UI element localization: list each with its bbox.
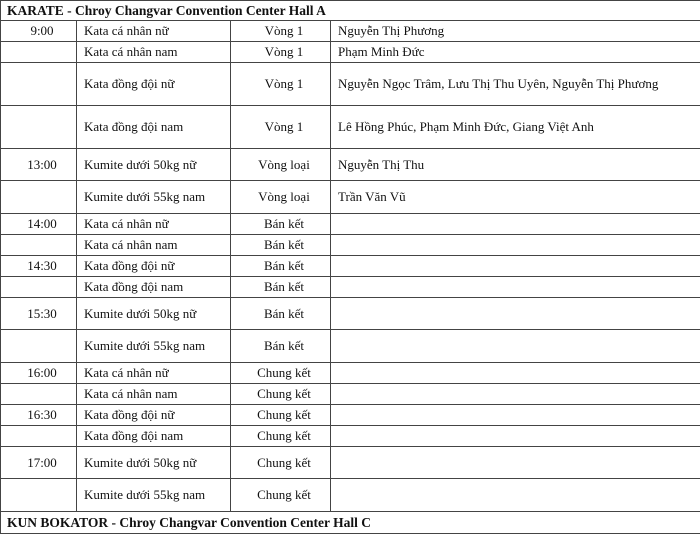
event-cell: Kata đồng đội nữ bbox=[77, 63, 231, 106]
table-row bbox=[1, 447, 700, 479]
section-title: KUN BOKATOR - Chroy Changvar Convention Center Hall C bbox=[1, 512, 700, 534]
event-cell: Kumite dưới 55kg nam bbox=[77, 181, 231, 214]
section-header-kun-bokator bbox=[1, 512, 700, 534]
event-cell: Kata cá nhân nam bbox=[77, 384, 231, 405]
round-cell: Chung kết bbox=[231, 447, 331, 479]
time-cell: 16:30 bbox=[1, 405, 77, 426]
athletes-cell bbox=[331, 277, 700, 298]
time-cell bbox=[1, 63, 77, 106]
round-cell: Vòng 1 bbox=[231, 42, 331, 63]
round-cell: Vòng 1 bbox=[231, 21, 331, 42]
athletes-cell: Trần Văn Vũ bbox=[331, 181, 700, 214]
section-title: KARATE - Chroy Changvar Convention Center Hall A bbox=[1, 1, 700, 21]
time-cell bbox=[1, 277, 77, 298]
time-cell: 14:00 bbox=[1, 214, 77, 235]
table-row bbox=[1, 181, 700, 214]
table-row bbox=[1, 479, 700, 512]
time-cell bbox=[1, 384, 77, 405]
event-cell: Kata cá nhân nam bbox=[77, 42, 231, 63]
event-cell: Kumite dưới 50kg nữ bbox=[77, 298, 231, 330]
round-cell: Bán kết bbox=[231, 298, 331, 330]
table-row bbox=[1, 63, 700, 106]
round-cell: Chung kết bbox=[231, 363, 331, 384]
athletes-cell: Nguyễn Thị Phương bbox=[331, 21, 700, 42]
round-cell: Vòng loại bbox=[231, 149, 331, 181]
time-cell bbox=[1, 181, 77, 214]
table-row bbox=[1, 426, 700, 447]
athletes-cell bbox=[331, 298, 700, 330]
event-cell: Kata cá nhân nam bbox=[77, 235, 231, 256]
event-cell: Kumite dưới 55kg nam bbox=[77, 479, 231, 512]
event-cell: Kata đồng đội nam bbox=[77, 106, 231, 149]
athletes-cell bbox=[331, 363, 700, 384]
table-row bbox=[1, 235, 700, 256]
table-row bbox=[1, 330, 700, 363]
athletes-cell bbox=[331, 479, 700, 512]
round-cell: Chung kết bbox=[231, 405, 331, 426]
event-cell: Kumite dưới 55kg nam bbox=[77, 330, 231, 363]
table-row bbox=[1, 405, 700, 426]
round-cell: Bán kết bbox=[231, 330, 331, 363]
round-cell: Vòng loại bbox=[231, 181, 331, 214]
athletes-cell bbox=[331, 235, 700, 256]
event-cell: Kata đồng đội nữ bbox=[77, 405, 231, 426]
athletes-cell bbox=[331, 384, 700, 405]
event-cell: Kata đồng đội nam bbox=[77, 426, 231, 447]
athletes-cell bbox=[331, 214, 700, 235]
round-cell: Chung kết bbox=[231, 426, 331, 447]
round-cell: Chung kết bbox=[231, 479, 331, 512]
round-cell: Bán kết bbox=[231, 235, 331, 256]
time-cell bbox=[1, 330, 77, 363]
table-row bbox=[1, 149, 700, 181]
athletes-cell bbox=[331, 405, 700, 426]
time-cell: 9:00 bbox=[1, 21, 77, 42]
event-cell: Kumite dưới 50kg nữ bbox=[77, 447, 231, 479]
athletes-cell: Nguyễn Thị Thu bbox=[331, 149, 700, 181]
time-cell bbox=[1, 235, 77, 256]
event-cell: Kata đồng đội nữ bbox=[77, 256, 231, 277]
event-cell: Kata cá nhân nữ bbox=[77, 214, 231, 235]
round-cell: Vòng 1 bbox=[231, 106, 331, 149]
time-cell: 15:30 bbox=[1, 298, 77, 330]
table-row bbox=[1, 384, 700, 405]
time-cell: 17:00 bbox=[1, 447, 77, 479]
event-cell: Kumite dưới 50kg nữ bbox=[77, 149, 231, 181]
athletes-cell: Nguyễn Ngọc Trâm, Lưu Thị Thu Uyên, Nguyễn Thị Phương bbox=[331, 63, 700, 106]
table-row bbox=[1, 298, 700, 330]
event-cell: Kata cá nhân nữ bbox=[77, 363, 231, 384]
table-row bbox=[1, 363, 700, 384]
athletes-cell bbox=[331, 256, 700, 277]
round-cell: Chung kết bbox=[231, 384, 331, 405]
time-cell: 14:30 bbox=[1, 256, 77, 277]
round-cell: Vòng 1 bbox=[231, 63, 331, 106]
table-row bbox=[1, 42, 700, 63]
round-cell: Bán kết bbox=[231, 256, 331, 277]
athletes-cell: Lê Hồng Phúc, Phạm Minh Đức, Giang Việt Anh bbox=[331, 106, 700, 149]
athletes-cell bbox=[331, 330, 700, 363]
athletes-cell: Phạm Minh Đức bbox=[331, 42, 700, 63]
athletes-cell bbox=[331, 447, 700, 479]
time-cell: 13:00 bbox=[1, 149, 77, 181]
table-row bbox=[1, 21, 700, 42]
section-header-karate bbox=[1, 1, 700, 21]
round-cell: Bán kết bbox=[231, 214, 331, 235]
table-row bbox=[1, 214, 700, 235]
table-row bbox=[1, 277, 700, 298]
table-row bbox=[1, 256, 700, 277]
time-cell: 16:00 bbox=[1, 363, 77, 384]
time-cell bbox=[1, 42, 77, 63]
time-cell bbox=[1, 106, 77, 149]
event-cell: Kata cá nhân nữ bbox=[77, 21, 231, 42]
round-cell: Bán kết bbox=[231, 277, 331, 298]
event-cell: Kata đồng đội nam bbox=[77, 277, 231, 298]
time-cell bbox=[1, 426, 77, 447]
table-row bbox=[1, 106, 700, 149]
athletes-cell bbox=[331, 426, 700, 447]
time-cell bbox=[1, 479, 77, 512]
